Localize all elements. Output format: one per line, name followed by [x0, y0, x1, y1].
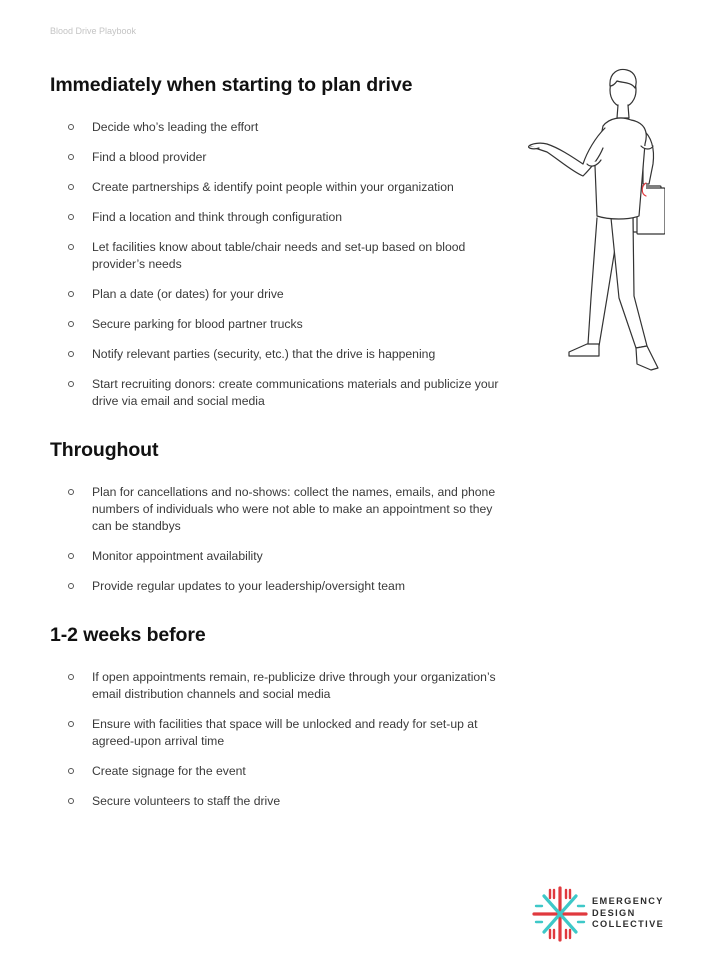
list-item: Secure parking for blood partner trucks	[50, 316, 510, 333]
person-with-binder-illustration	[525, 68, 665, 376]
checklist	[50, 669, 510, 810]
checklist	[50, 119, 510, 410]
bullet-icon	[68, 583, 74, 589]
list-item: If open appointments remain, re-publicize drive through your organization’s email distribution channels and social media	[50, 669, 510, 703]
checklist	[50, 484, 510, 595]
bullet-icon	[68, 124, 74, 130]
list-item: Find a blood provider	[50, 149, 510, 166]
list-item: Create signage for the event	[50, 763, 510, 780]
list-item: Plan for cancellations and no-shows: collect the names, emails, and phone numbers of individuals who were not able to make an appointment so they can be standbys	[50, 484, 510, 535]
list-item: Notify relevant parties (security, etc.) that the drive is happening	[50, 346, 510, 363]
bullet-icon	[68, 768, 74, 774]
list-item: Ensure with facilities that space will be unlocked and ready for set-up at agreed-upon arrival time	[50, 716, 510, 750]
logo-mark-icon	[532, 886, 588, 942]
list-item: Let facilities know about table/chair needs and set-up based on blood provider’s needs	[50, 239, 510, 273]
list-item: Find a location and think through configuration	[50, 209, 510, 226]
list-item: Secure volunteers to staff the drive	[50, 793, 510, 810]
list-item: Provide regular updates to your leadership/oversight team	[50, 578, 510, 595]
logo-wordmark: EMERGENCY DESIGN COLLECTIVE	[592, 896, 665, 929]
list-item: Decide who’s leading the effort	[50, 119, 510, 136]
emergency-design-collective-logo	[532, 886, 672, 942]
list-item: Start recruiting donors: create communications materials and publicize your drive via email and social media	[50, 376, 510, 410]
section-throughout	[50, 439, 510, 608]
bullet-icon	[68, 154, 74, 160]
bullet-icon	[68, 489, 74, 495]
list-item: Create partnerships & identify point people within your organization	[50, 179, 510, 196]
section-1-2-weeks-before	[50, 624, 510, 823]
bullet-icon	[68, 184, 74, 190]
bullet-icon	[68, 674, 74, 680]
section-heading: Immediately when starting to plan drive	[50, 74, 413, 96]
bullet-icon	[68, 381, 74, 387]
section-heading: Throughout	[50, 439, 159, 461]
list-item: Monitor appointment availability	[50, 548, 510, 565]
bullet-icon	[68, 291, 74, 297]
list-item: Plan a date (or dates) for your drive	[50, 286, 510, 303]
section-immediately	[50, 74, 510, 423]
bullet-icon	[68, 351, 74, 357]
bullet-icon	[68, 214, 74, 220]
running-header: Blood Drive Playbook	[50, 26, 137, 36]
bullet-icon	[68, 321, 74, 327]
bullet-icon	[68, 553, 74, 559]
bullet-icon	[68, 244, 74, 250]
bullet-icon	[68, 721, 74, 727]
section-heading: 1-2 weeks before	[50, 624, 206, 646]
bullet-icon	[68, 798, 74, 804]
